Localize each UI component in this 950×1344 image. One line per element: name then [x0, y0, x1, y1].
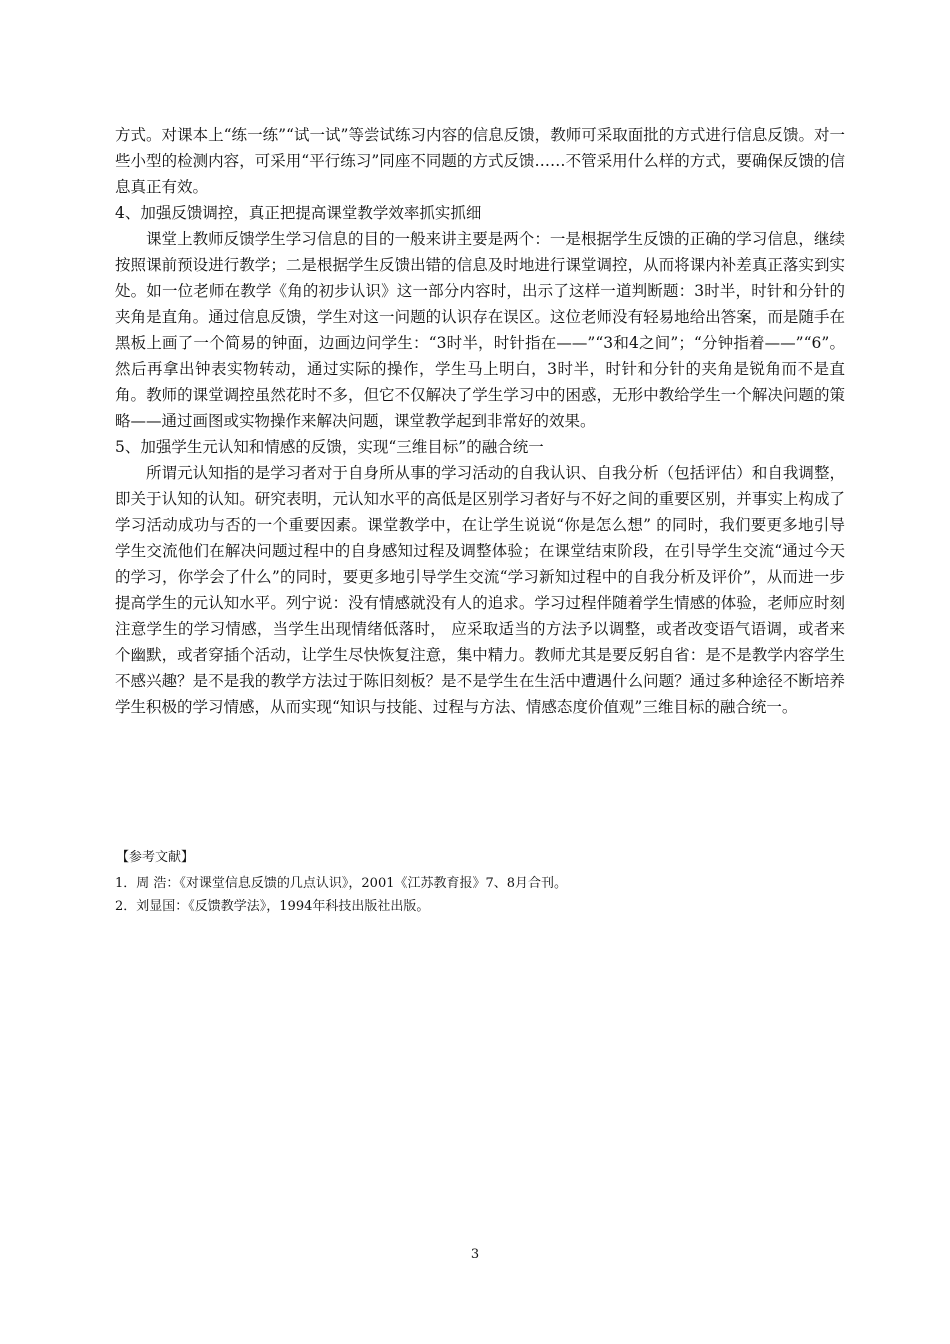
section-heading-4: 4、加强反馈调控，真正把提高课堂教学效率抓实抓细 — [115, 204, 482, 222]
section-heading-5: 5、加强学生元认知和情感的反馈，实现“三维目标”的融合统一 — [115, 438, 544, 456]
paragraph-section-4: 课堂上教师反馈学生学习信息的目的一般来讲主要是两个：一是根据学生反馈的正确的学习信息，继续按照课前预设进行教学；二是根据学生反馈出错的信息及时地进行课堂调控，从而将课内补差真正落实到实处。如一位老师在教学《角的初步认识》这一部分内容时，出示了这样一道判断题：3时半，时针和分针的夹角是直角。通过信息反馈，学生对这一问题的认识存在误区。这位老师没有轻易地给出答案，而是随手在黑板上画了一个简易的钟面，边画边问学生：“3时半，时针指在——”“3和4之间”；“分钟指着——”“6”。然后再拿出钟表实物转动，通过实际的操作，学生马上明白，3时半，时针和分针的夹角是锐角而不是直角。教师的课堂调控虽然花时不多，但它不仅解决了学生学习中的困惑，无形中教给学生一个解决问题的策略——通过画图或实物操作来解决问题，课堂教学起到非常好的效果。 — [115, 230, 845, 430]
body-text — [115, 122, 845, 720]
paragraph-continuation: 方式。对课本上“练一练”“试一试”等尝试练习内容的信息反馈，教师可采取面批的方式进行信息反馈。对一些小型的检测内容，可采用“平行练习”同座不同题的方式反馈……不管采用什么样的方式，要确保反馈的信息真正有效。 — [115, 126, 845, 196]
reference-item: 2．刘显国：《反馈教学法》，1994年科技出版社出版。 — [115, 899, 430, 914]
references — [115, 846, 845, 918]
references-heading: 【参考文献】 — [116, 850, 195, 865]
page-number: 3 — [470, 1247, 480, 1262]
reference-item: 1．周 浩：《对课堂信息反馈的几点认识》，2001《江苏教育报》7、8月合刊。 — [115, 876, 568, 891]
paragraph-section-5: 所谓元认知指的是学习者对于自身所从事的学习活动的自我认识、自我分析（包括评估）和自我调整，即关于认知的认知。研究表明，元认知水平的高低是区别学习者好与不好之间的重要区别，并事实上构成了学习活动成功与否的一个重要因素。课堂教学中，在让学生说说“你是怎么想” 的同时，我们要更多地引导学生交流他们在解决问题过程中的自身感知过程及调整体验；在课堂结束阶段，在引导学生交流“通过今天的学习，你学会了什么”的同时，要更多地引导学生交流“学习新知过程中的自我分析及评价”，从而进一步提高学生的元认知水平。列宁说：没有情感就没有人的追求。学习过程伴随着学生情感的体验，老师应时刻注意学生的学习情感，当学生出现情绪低落时， 应采取适当的方法予以调整，或者改变语气语调，或者来个幽默，或者穿插个活动，让学生尽快恢复注意，集中精力。教师尤其是要反躬自省：是不是教学内容学生不感兴趣？是不是我的教学方法过于陈旧刻板？是不是学生在生活中遭遇什么问题？通过多种途径不断培养学生积极的学习情感，从而实现“知识与技能、过程与方法、情感态度价值观”三维目标的融合统一。 — [115, 464, 845, 716]
